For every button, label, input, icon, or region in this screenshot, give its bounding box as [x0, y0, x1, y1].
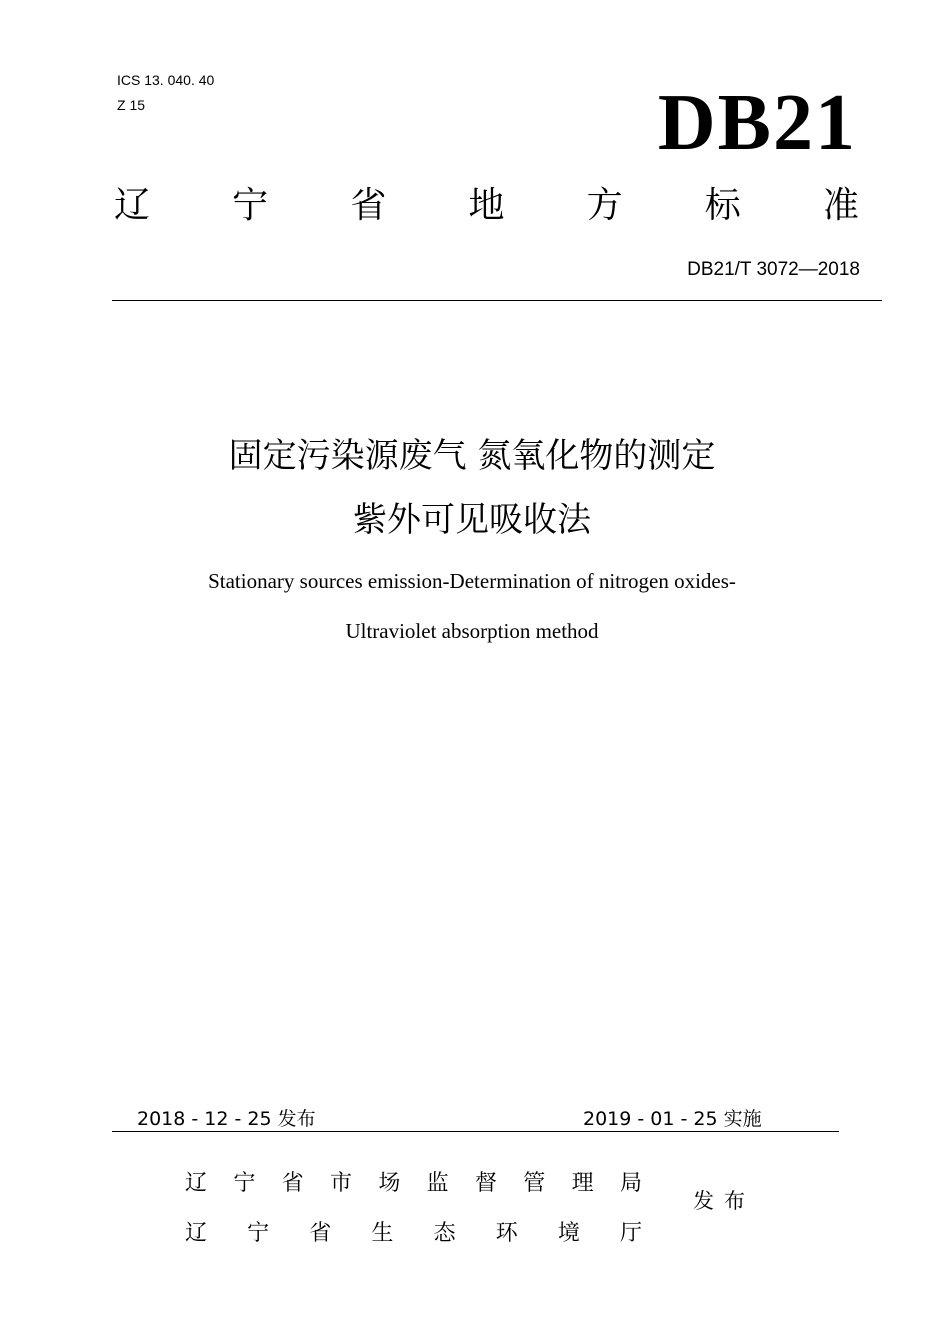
issuer-char: 辽	[185, 1171, 208, 1196]
issuer-char: 境	[557, 1221, 580, 1246]
issuer-char: 局	[619, 1171, 642, 1196]
footer-divider	[112, 1131, 839, 1132]
standard-type-char: 宁	[232, 185, 269, 226]
issue-date: 2018 - 12 - 25 发布	[137, 1108, 316, 1130]
issuer-char: 环	[495, 1221, 518, 1246]
issuer-char: 省	[309, 1221, 332, 1246]
issuer-char: 管	[523, 1171, 546, 1196]
issuer-char: 辽	[185, 1221, 208, 1246]
issuer-char: 生	[371, 1221, 394, 1246]
issuer-char: 宁	[247, 1221, 270, 1246]
db21-logo: DB21	[657, 79, 857, 167]
title-cn-line2: 紫外可见吸收法	[353, 500, 591, 540]
standard-number: DB21/T 3072—2018	[687, 259, 860, 280]
issuer-char: 场	[378, 1171, 401, 1196]
ics-code: ICS 13. 040. 40	[117, 72, 215, 88]
issuer-market-regulation	[185, 1170, 642, 1198]
issuer-char: 督	[474, 1171, 497, 1196]
standard-type	[114, 184, 859, 228]
classification-code: Z 15	[117, 97, 146, 113]
issuer-ecology-environment	[185, 1220, 642, 1248]
publish-label: 发布	[693, 1189, 755, 1213]
standard-type-char: 地	[468, 185, 505, 226]
issuer-char: 理	[571, 1171, 594, 1196]
issuer-char: 态	[433, 1221, 456, 1246]
issuer-char: 厅	[619, 1221, 642, 1246]
standard-type-char: 准	[822, 185, 859, 226]
standard-type-char: 省	[350, 185, 387, 226]
implementation-date: 2019 - 01 - 25 实施	[583, 1108, 762, 1130]
title-cn-line1: 固定污染源废气 氮氧化物的测定	[228, 436, 716, 476]
standard-type-char: 标	[704, 185, 741, 226]
title-en-line2: Ultraviolet absorption method	[345, 619, 599, 643]
header-divider	[112, 300, 882, 301]
issuer-char: 市	[329, 1171, 352, 1196]
issuer-char: 省	[281, 1171, 304, 1196]
standard-type-char: 辽	[114, 185, 151, 226]
issuer-char: 监	[426, 1171, 449, 1196]
issuer-char: 宁	[233, 1171, 256, 1196]
title-en-line1: Stationary sources emission-Determination of nitrogen oxides-	[208, 569, 736, 593]
standard-type-char: 方	[586, 185, 623, 226]
